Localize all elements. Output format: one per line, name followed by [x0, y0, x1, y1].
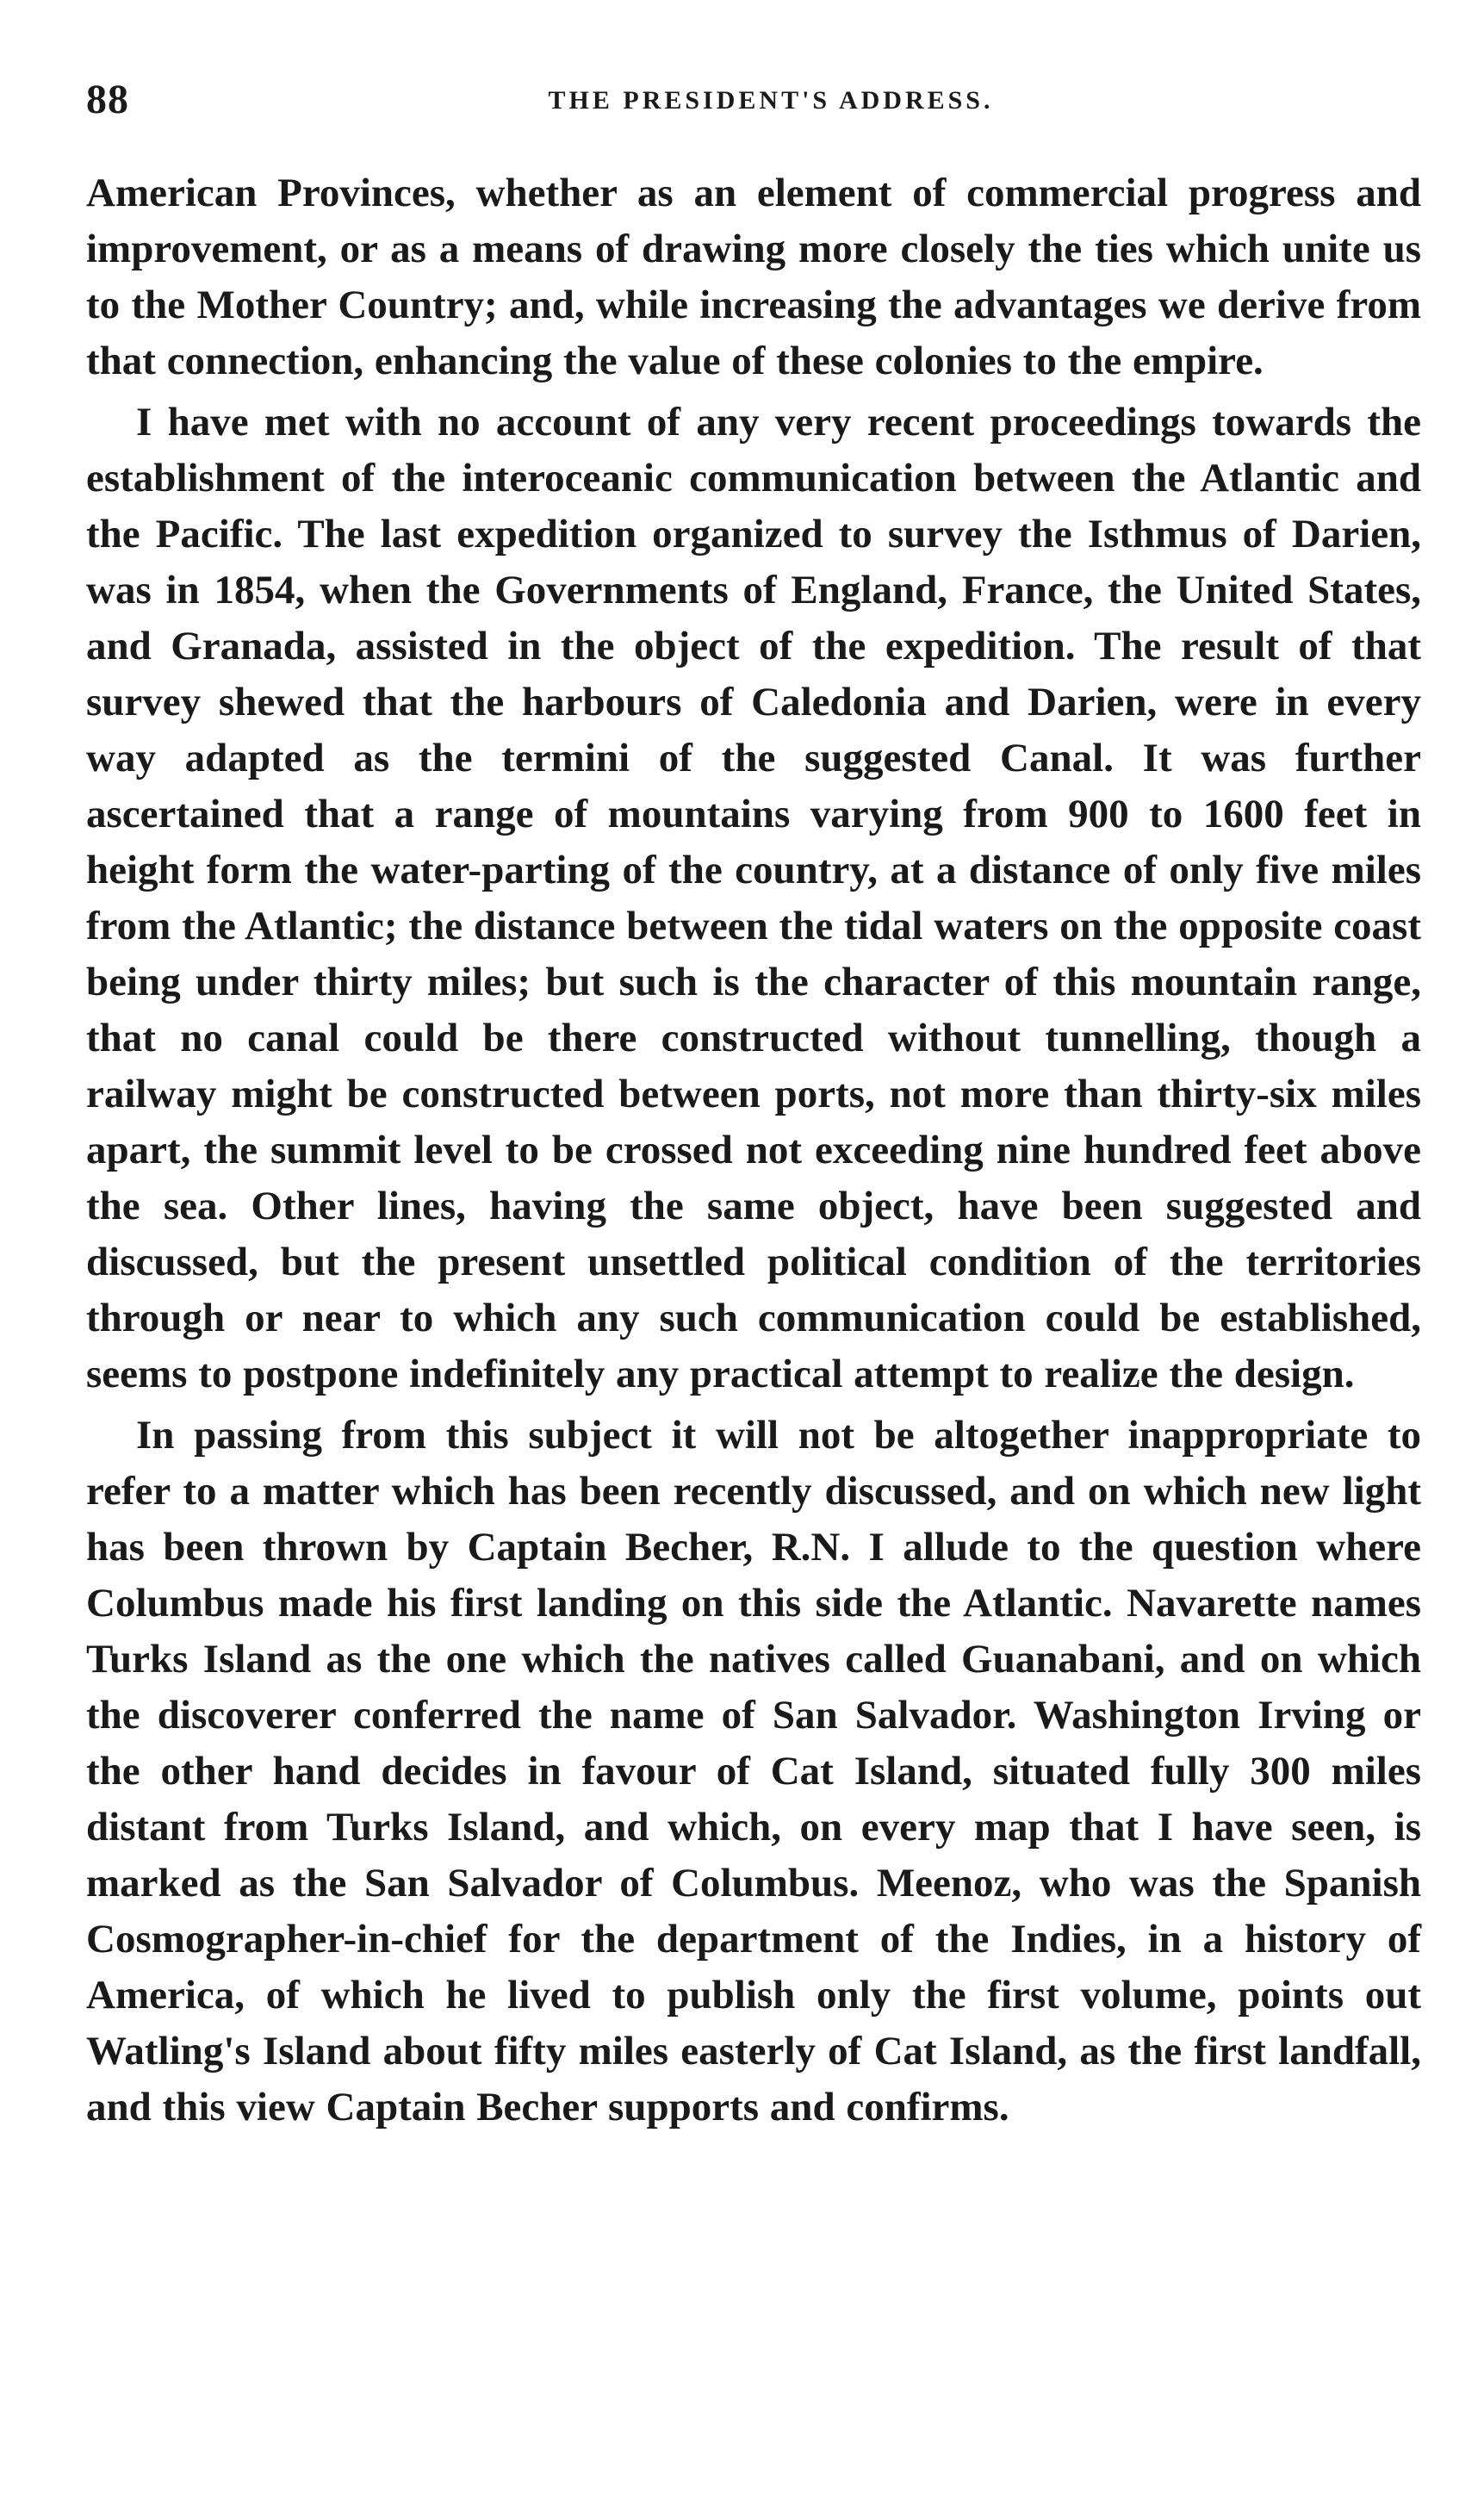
paragraph-interoceanic-communication: I have met with no account of any very recent proceedings towards the establishment of the interoceanic communication between the Atlantic and the Pacific. The last expedition organized to survey the Isthmus of Darien, was in 1854, when the Governments of England, France, the United States, and Granada, assisted in the object of the expedition. The result of that survey shewed that the harbours of Caledonia and Darien, were in every way adapted as the termini of the suggested Canal. It was further ascertained that a range of mountains varying from 900 to 1600 feet in height form the water-parting of the country, at a distance of only five miles from the Atlantic; the distance between the tidal waters on the opposite coast being under thirty miles; but such is the character of this mountain range, that no canal could be there constructed without tunnelling, though a railway might be constructed between ports, not more than thirty-six miles apart, the summit level to be crossed not exceeding nine hundred feet above the sea. Other lines, having the same object, have been suggested and discussed, but the present unsettled political condition of the territories through or near to which any such communication could be established, seems to postpone indefinitely any practical attempt to realize the design. [86, 400, 1421, 1396]
book-page [86, 76, 1421, 2141]
paragraph-columbus-landfall: In passing from this subject it will not be altogether inappropriate to refer to a matter which has been recently discussed, and on which new light has been thrown by Captain Becher, R.N. I allude to the question where Columbus made his first landing on this side the Atlantic. Navarette names Turks Island as the one which the natives called Guanabani, and on which the discoverer conferred the name of San Salvador. Washington Irving or the other hand decides in favour of Cat Island, situated fully 300 miles distant from Turks Island, and which, on every map that I have seen, is marked as the San Salvador of Columbus. Meenoz, who was the Spanish Cosmographer-in-chief for the department of the Indies, in a history of America, of which he lived to publish only the first volume, points out Watling's Island about fifty miles easterly of Cat Island, as the first landfall, and this view Captain Becher supports and confirms. [86, 1413, 1421, 2129]
page-number: 88 [86, 77, 129, 122]
paragraph-continued: American Provinces, whether as an element of commercial progress and improvement, or as a means of drawing more closely the ties which unite us to the Mother Country; and, while increasing the advantages we derive from that connection, enhancing the value of these colonies to the empire. [86, 171, 1421, 383]
running-head [86, 76, 1421, 136]
running-title: THE PRESIDENT'S ADDRESS. [548, 86, 994, 115]
